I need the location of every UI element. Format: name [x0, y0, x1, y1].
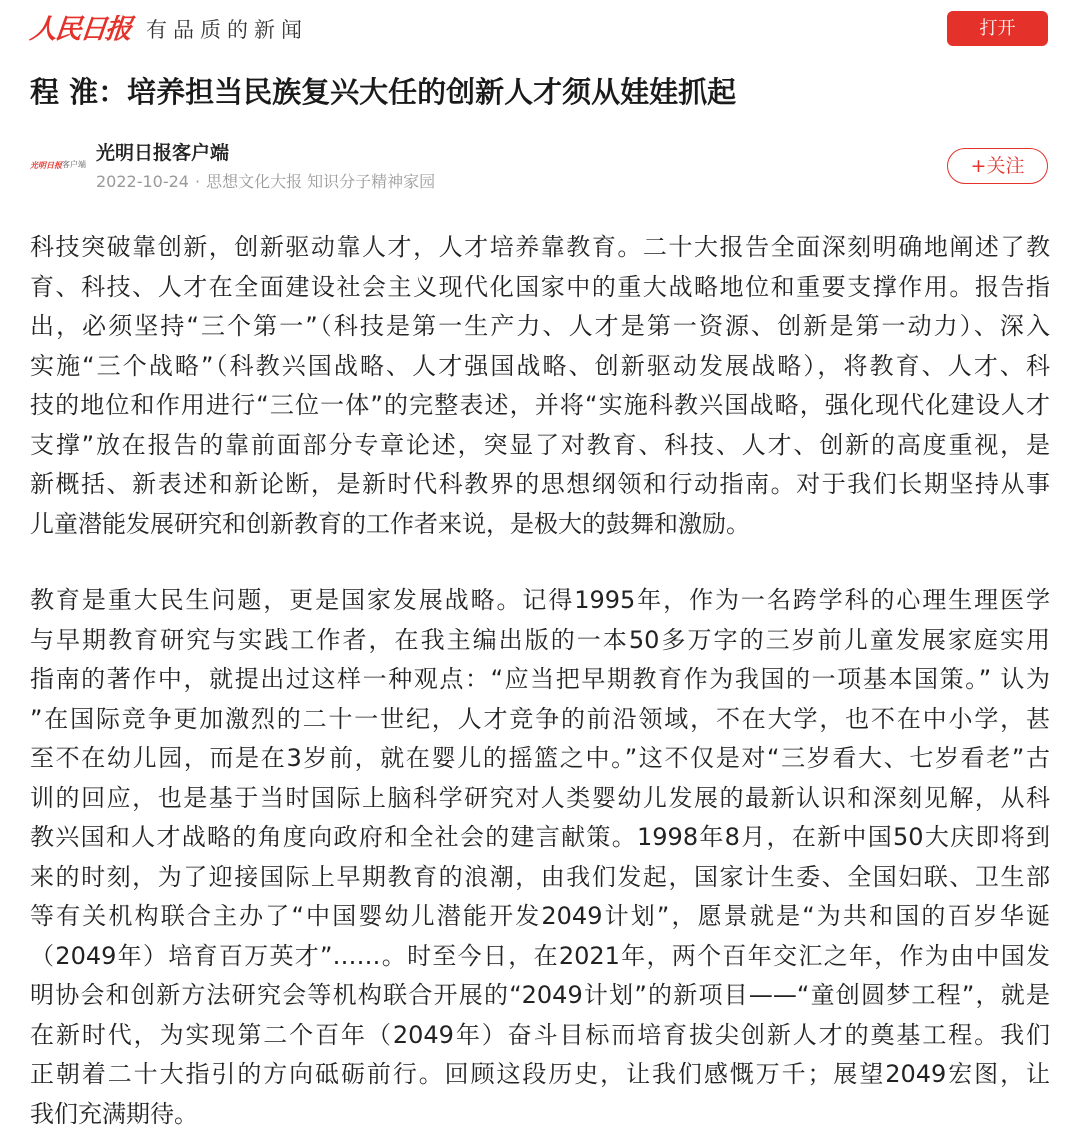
article-paragraph [30, 581, 1050, 1130]
source-avatar[interactable] [30, 155, 86, 175]
meta-separator: · [194, 172, 201, 191]
paragraph-line: 出，必须坚持“三个第一”（科技是第一生产力、人才是第一资源、创新是第一动力）、深入 [30, 312, 1050, 340]
paragraph-line: 指南的著作中，就提出过这样一种观点：“应当把早期教育作为我国的一项基本国策。” 认为 [30, 665, 1050, 693]
publish-date: 2022-10-24 [96, 172, 189, 191]
paragraph-line: 实施“三个战略”（科教兴国战略、人才强国战略、创新驱动发展战略），将教育、人才、科 [30, 351, 1050, 380]
paragraph-line: 等有关机构联合主办了“中国婴幼儿潜能开发2049计划”，愿景就是“为共和国的百岁华诞 [30, 902, 1050, 930]
paragraph-line: 支撑”放在报告的靠前面部分专章论述，突显了对教育、科技、人才、创新的高度重视，是 [30, 430, 1050, 459]
paragraph-line: ”在国际竞争更加激烈的二十一世纪，人才竞争的前沿领域，不在大学，也不在中小学，甚 [30, 704, 1050, 733]
follow-button[interactable]: +关注 [947, 148, 1048, 184]
paragraph-line: 新概括、新表述和新论断，是新时代科教界的思想纲领和行动指南。对于我们长期坚持从事 [30, 470, 1050, 498]
article-title: 程 淮：培养担当民族复兴大任的创新人才须从娃娃抓起 [30, 75, 737, 109]
paragraph-line: 来的时刻，为了迎接国际上早期教育的浪潮，由我们发起，国家计生委、全国妇联、卫生部 [30, 862, 1050, 891]
people-daily-logo: 人民日报 [28, 14, 132, 45]
paragraph-line: 儿童潜能发展研究和创新教育的工作者来说，是极大的鼓舞和激励。 [30, 509, 750, 538]
app-slogan: 有品质的新闻 [146, 18, 308, 42]
paragraph-line: 育、科技、人才在全面建设社会主义现代化国家中的重大战略地位和重要支撑作用。报告指 [30, 272, 1050, 301]
paragraph-line: 明协会和创新方法研究会等机构联合开展的“2049计划”的新项目——“童创圆梦工程”，就是 [30, 981, 1050, 1009]
paragraph-line: 正朝着二十大指引的方向砥砺前行。回顾这段历史，让我们感慨万千；展望2049宏图，让 [30, 1060, 1050, 1088]
paragraph-line: 训的回应，也是基于当时国际上脑科学研究对人类婴幼儿发展的最新认识和深刻见解，从科 [30, 783, 1050, 812]
paragraph-line: 至不在幼儿园，而是在3岁前，就在婴儿的摇篮之中。”这不仅是对“三岁看大、七岁看老”古 [30, 744, 1050, 772]
paragraph-line: 在新时代，为实现第二个百年（2049年）奋斗目标而培育拔尖创新人才的奠基工程。我们 [30, 1020, 1050, 1049]
article-body [30, 228, 1050, 1130]
paragraph-line: 科技突破靠创新，创新驱动靠人才，人才培养靠教育。二十大报告全面深刻明确地阐述了教 [30, 233, 1050, 261]
paragraph-line: 与早期教育研究与实践工作者，在我主编出版的一本50多万字的三岁前儿童发展家庭实用 [30, 625, 1050, 654]
source-tagline: 思想文化大报 知识分子精神家园 [206, 172, 436, 191]
paragraph-line: 我们充满期待。 [30, 1099, 198, 1128]
source-avatar-suffix: 客户端 [62, 160, 86, 169]
paragraph-line: 教育是重大民生问题，更是国家发展战略。记得1995年，作为一名跨学科的心理生理医学 [30, 586, 1050, 614]
open-app-button[interactable]: 打开 [947, 11, 1048, 46]
paragraph-line: 技的地位和作用进行“三位一体”的完整表述，并将“实施科教兴国战略，强化现代化建设人才 [30, 391, 1050, 419]
paragraph-line: （2049年）培育百万英才”……。时至今日，在2021年，两个百年交汇之年，作为由中国发 [30, 941, 1050, 970]
source-name[interactable]: 光明日报客户端 [96, 142, 230, 164]
paragraph-line: 教兴国和人才战略的角度向政府和全社会的建言献策。1998年8月，在新中国50大庆即将到 [30, 823, 1050, 851]
source-avatar-brand: 光明日报 [30, 160, 62, 170]
article-paragraph [30, 228, 1050, 544]
source-meta [96, 171, 435, 193]
